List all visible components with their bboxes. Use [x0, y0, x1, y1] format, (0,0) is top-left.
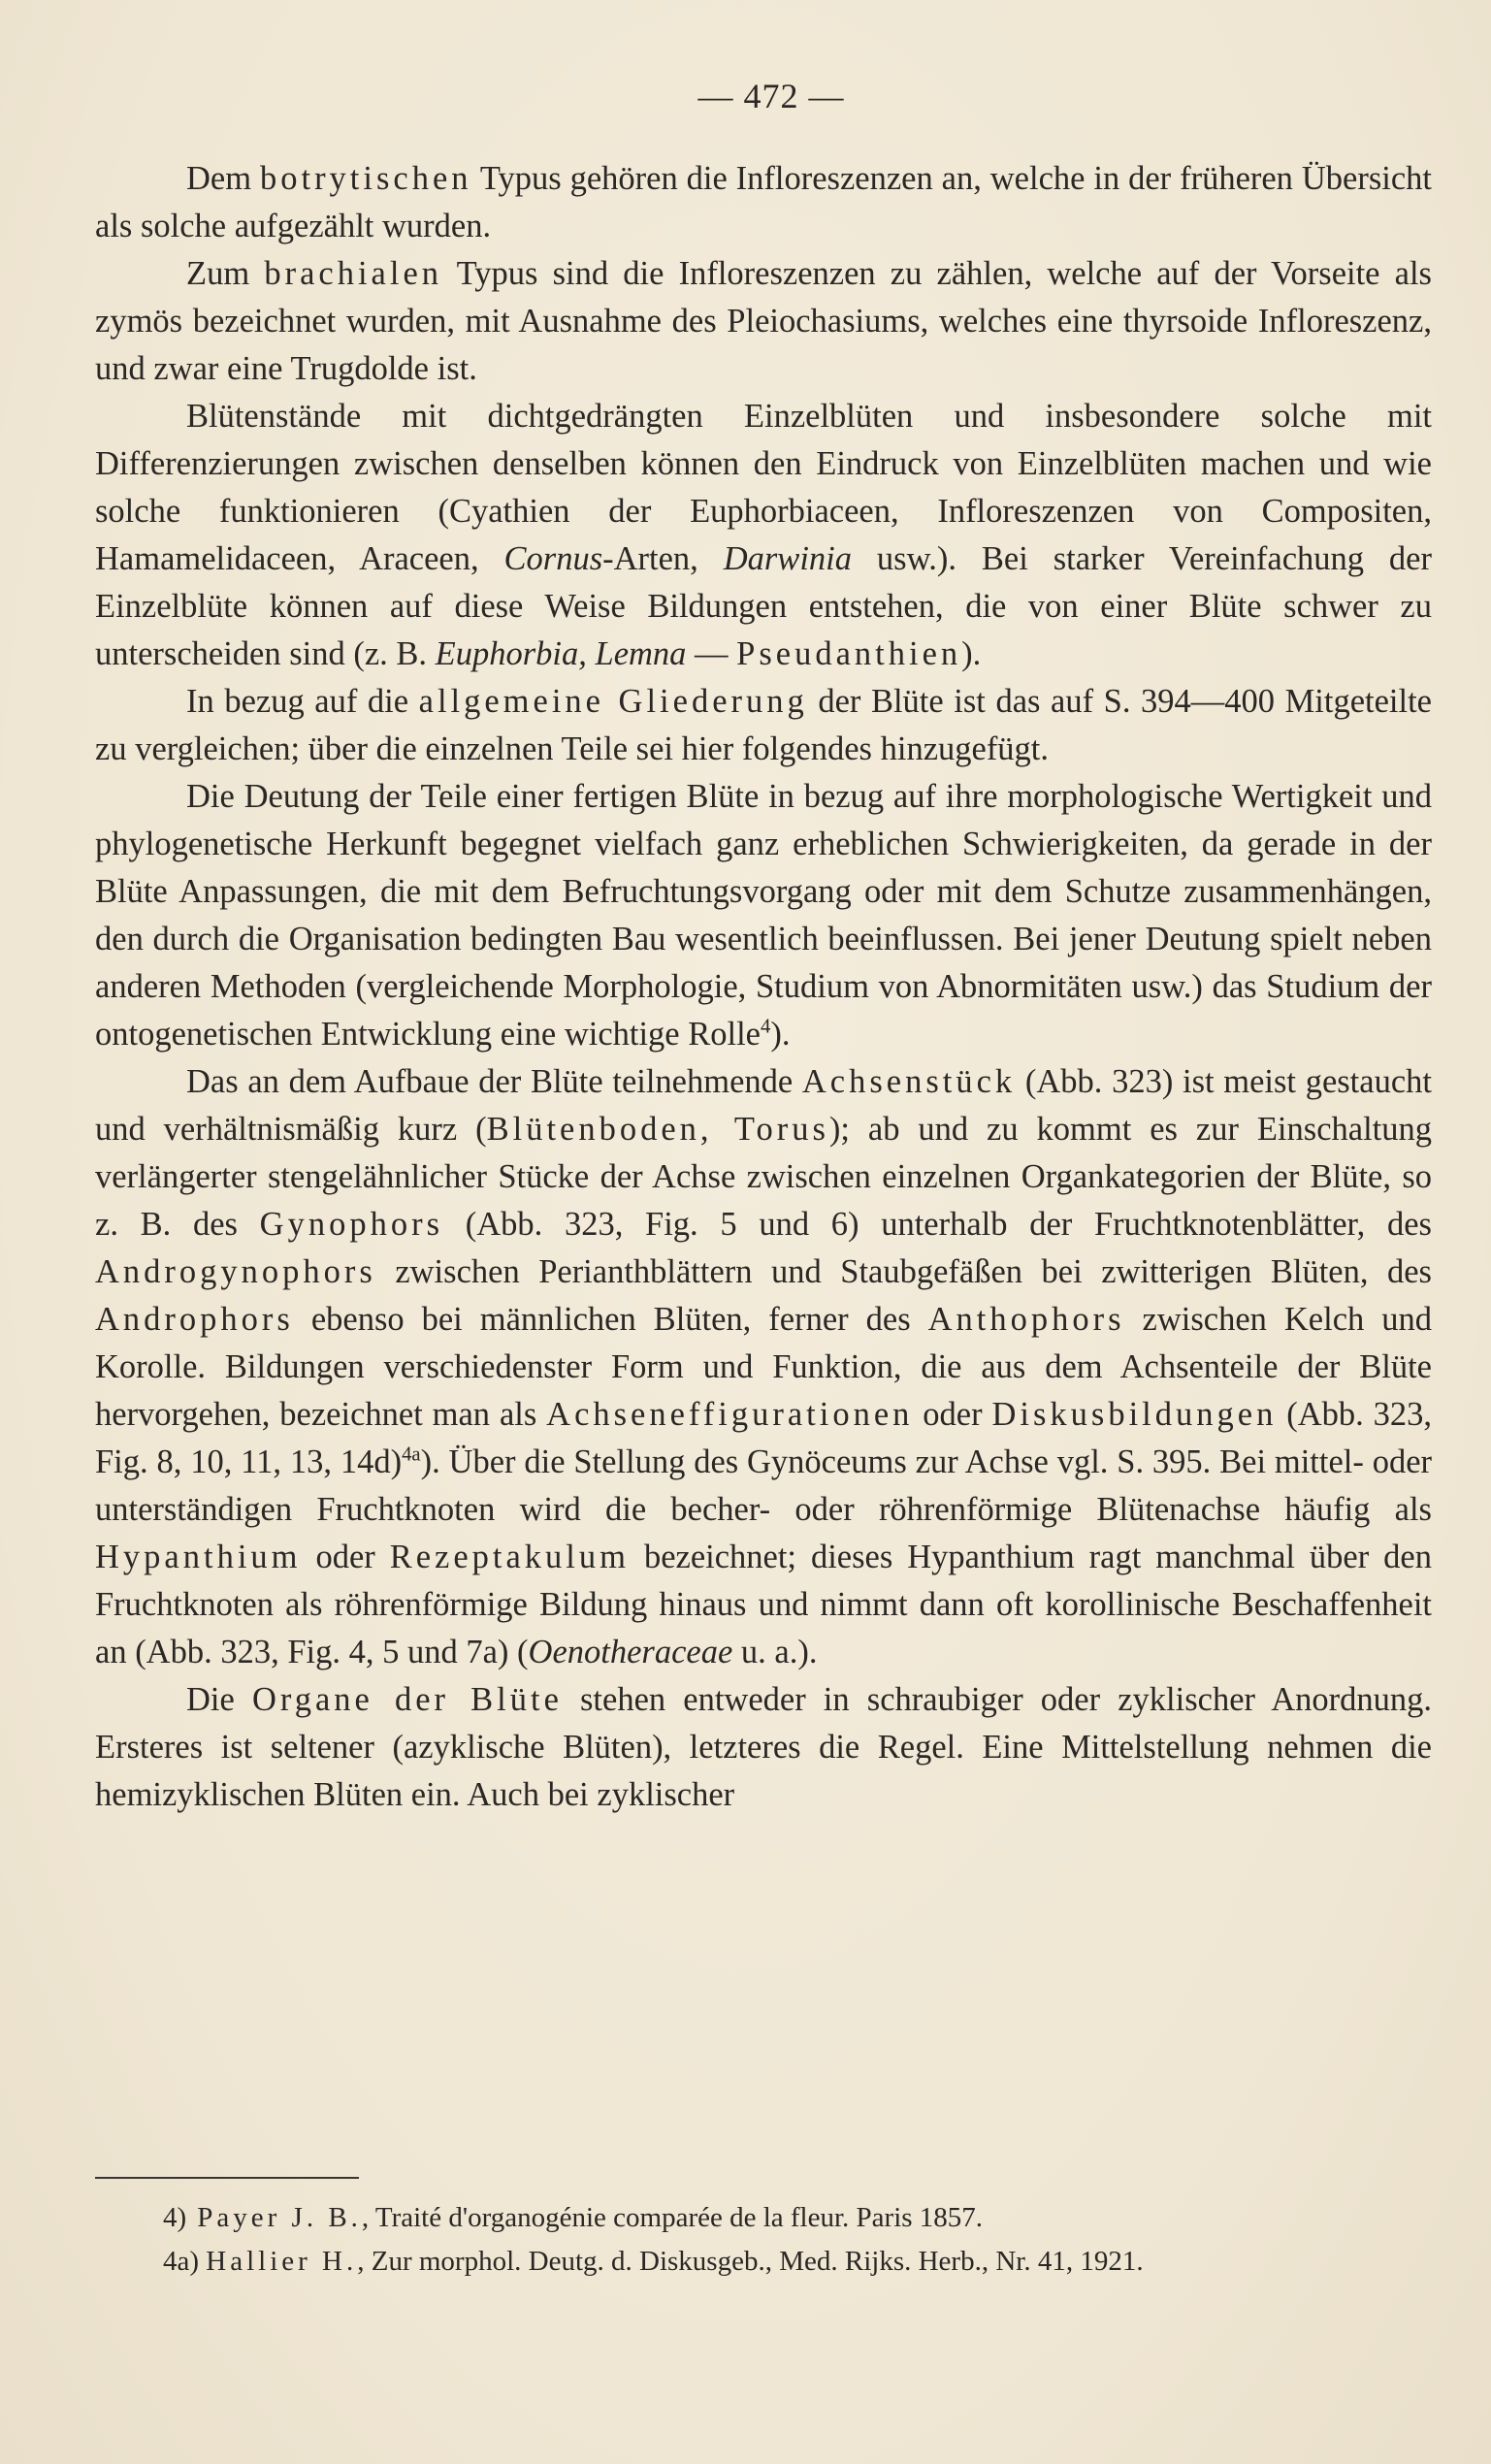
spaced-emphasis: Hypanthium [95, 1539, 302, 1575]
text-run: Typus sind die Infloreszenzen zu zählen, welche auf der Vorseite als zymös bezeichnet wurden, mit Ausnahme des Pleiochasiums, welches eine thyrsoide Infloreszenz, und zwar eine Trugdolde ist. [95, 255, 1432, 387]
spaced-emphasis: Achsenstück [801, 1063, 1017, 1100]
spaced-emphasis: Blütenboden, Torus [486, 1111, 829, 1148]
text-run: Dem [186, 160, 260, 197]
paragraph-botrytic-type [95, 155, 1432, 250]
footnote-divider [95, 2177, 359, 2179]
spaced-emphasis: Achseneffigurationen [546, 1396, 914, 1433]
italic-term: Darwinia [723, 540, 852, 577]
spaced-emphasis: brachialen [264, 255, 443, 292]
body-text [95, 155, 1432, 1819]
italic-term: Euphorbia, Lemna [435, 635, 687, 672]
text-run: zwischen Perianthblättern und Staubgefäßen bei zwitterigen Blüten, des [375, 1253, 1432, 1290]
spaced-emphasis: Androphors [95, 1301, 294, 1338]
paragraph-pseudanthia [95, 393, 1432, 678]
spaced-emphasis: Androgynophors [95, 1253, 376, 1290]
text-run: u. a.). [732, 1634, 818, 1670]
footnote-reference: 4a [402, 1443, 421, 1466]
text-run: Typus gehören die Infloreszenzen an, welche in der früheren Übersicht als solche aufgezählt wurden. [95, 160, 1432, 244]
footnote-reference: 4 [761, 1016, 771, 1038]
text-run: (Abb. 323, Fig. 8, 10, 11, 13, 14d) [95, 1396, 1433, 1480]
paragraph-interpretation [95, 773, 1432, 1058]
text-run: Zum [186, 255, 265, 292]
page-number: — 472 — [697, 77, 845, 115]
paragraph-axis-section [95, 1058, 1432, 1676]
text-run: Die [186, 1681, 252, 1718]
spaced-emphasis: allgemeine Gliederung [418, 683, 808, 720]
text-run: Die Deutung der Teile einer fertigen Blüte in bezug auf ihre morphologische Wertigkeit und phylogenetische Herkunft begegnet vielfach ganz erheblichen Schwierigkeiten, da gerade in der Blüte Anpassungen, die mit dem Befruchtungsvorgang oder mit dem Schutze zusammenhängen, den durch die Organisation bedingten Bau wesentlich beeinflussen. Bei jener Deutung spielt neben anderen Methoden (vergleichende Morphologie, Studium von Abnormitäten usw.) das Studium der ontogenetischen Entwicklung eine wichtige Rolle [95, 778, 1432, 1053]
text-run: bezeichnet; dieses Hypanthium ragt manchmal über den Fruchtknoten als röhrenförmige Bildung hinaus und nimmt dann oft korollinische Beschaffenheit an (Abb. 323, Fig. 4, 5 und 7a) ( [95, 1539, 1432, 1670]
footnote-author: Payer J. B. [197, 2202, 362, 2233]
text-run: oder [301, 1539, 390, 1575]
text-run: ); ab und zu kommt es zur Einschaltung verlängerter stengelähnlicher Stücke der Achse zwischen einzelnen Organkategorien der Blüte, so z. B. des [95, 1111, 1432, 1243]
text-run: (Abb. 323) ist meist gestaucht und verhältnismäßig kurz ( [95, 1063, 1432, 1148]
footnote-text: , Zur morphol. Deutg. d. Diskusgeb., Med. Rijks. Herb., Nr. 41, 1921. [357, 2246, 1144, 2277]
spaced-emphasis: Diskusbildungen [991, 1396, 1278, 1433]
text-run: oder [913, 1396, 992, 1433]
footnote-text: , Traité d'organogénie comparée de la fleur. Paris 1857. [361, 2202, 984, 2233]
spaced-emphasis: Organe der Blüte [251, 1681, 563, 1718]
text-run: ). Über die Stellung des Gynöceums zur Achse vgl. S. 395. Bei mittel- oder unterständigen Fruchtknoten wird die becher- oder röhrenförmige Blütenachse häufig als [95, 1443, 1432, 1528]
text-run: usw.). Bei starker Vereinfachung der Einzelblüte können auf diese Weise Bildungen entstehen, die von einer Blüte schwer zu unterscheiden sind (z. B. [95, 540, 1432, 672]
text-run: ). [961, 635, 982, 672]
spaced-emphasis: botrytischen [259, 160, 472, 197]
text-run: Das an dem Aufbaue der Blüte teilnehmende [186, 1063, 802, 1100]
text-run: ebenso bei männlichen Blüten, ferner des [293, 1301, 928, 1338]
spaced-emphasis: Rezeptakulum [389, 1539, 630, 1575]
spaced-emphasis: Pseudanthien [736, 635, 962, 672]
text-run: In bezug auf die [186, 683, 419, 720]
text-run: zwischen Kelch und Korolle. Bildungen verschiedenster Form und Funktion, die aus dem Achsenteile der Blüte hervorgehen, bezeichnet man als [95, 1301, 1432, 1433]
paragraph-brachial-type [95, 250, 1432, 393]
spaced-emphasis: Anthophors [927, 1301, 1125, 1338]
footnote-mark: 4a) [163, 2246, 200, 2277]
text-run: Blütenstände mit dichtgedrängten Einzelblüten und insbesondere solche mit Differenzierungen zwischen denselben können den Eindruck von Einzelblüten machen und wie solche funktionieren (Cyathien der Euphorbiaceen, Infloreszenzen von Compositen, Hamamelidaceen, Araceen, [95, 398, 1432, 577]
text-run: ). [770, 1016, 791, 1053]
text-run: -Arten, [602, 540, 724, 577]
paragraph-general-structure [95, 678, 1432, 773]
footnote-author: Hallier H. [206, 2246, 358, 2277]
text-run: der Blüte ist das auf S. 394—400 Mitgeteilte zu vergleichen; über die einzelnen Teile sei hier folgendes hinzugefügt. [95, 683, 1432, 767]
text-run: (Abb. 323, Fig. 5 und 6) unterhalb der Fruchtknotenblätter, des [443, 1206, 1432, 1243]
footnote-mark: 4) [163, 2202, 187, 2233]
footnotes [163, 2196, 1443, 2284]
text-run: — [686, 635, 737, 672]
italic-term: Oenotheraceae [528, 1634, 733, 1670]
text-run: stehen entweder in schraubiger oder zyklischer Anordnung. Ersteres ist seltener (azyklische Blüten), letzteres die Regel. Eine Mittelstellung nehmen die hemizyklischen Blüten ein. Auch bei zyklischer [95, 1681, 1432, 1813]
footnote-4a [163, 2240, 1443, 2284]
paragraph-organ-arrangement [95, 1676, 1432, 1819]
footnote-4 [163, 2196, 1443, 2240]
italic-term: Cornus [503, 540, 603, 577]
spaced-emphasis: Gynophors [259, 1206, 444, 1243]
